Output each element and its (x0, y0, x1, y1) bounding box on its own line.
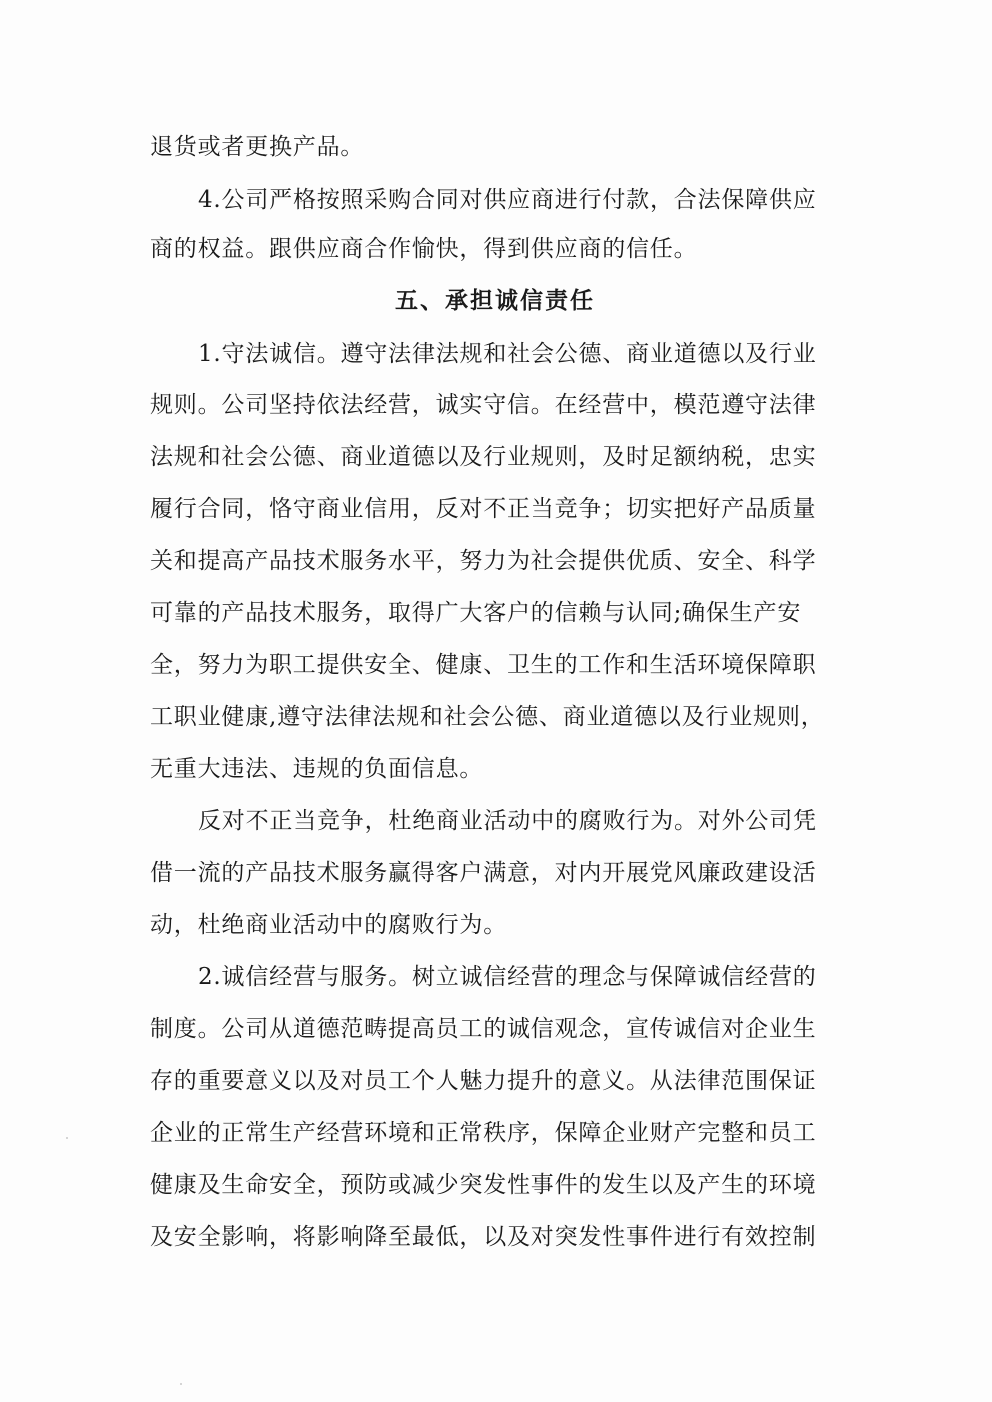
body-text-line: 可靠的产品技术服务，取得广大客户的信赖与认同;确保生产安 (150, 600, 802, 626)
body-text-line: 动，杜绝商业活动中的腐败行为。 (150, 912, 507, 938)
body-text-line: 健康及生命安全，预防或减少突发性事件的发生以及产生的环境 (150, 1172, 817, 1198)
body-text-line: 无重大违法、违规的负面信息。 (150, 756, 484, 782)
body-text-line: 制度。公司从道德范畴提高员工的诚信观念，宣传诚信对企业生 (150, 1016, 817, 1042)
body-text-line: 工职业健康,遵守法律法规和社会公德、商业道德以及行业规则， (150, 704, 825, 730)
body-text-line: 法规和社会公德、商业道德以及行业规则，及时足额纳税，忠实 (150, 444, 817, 470)
scan-speck (180, 1383, 182, 1385)
body-text-line: 企业的正常生产经营环境和正常秩序，保障企业财产完整和员工 (150, 1120, 817, 1146)
body-text-line: 存的重要意义以及对员工个人魅力提升的意义。从法律范围保证 (150, 1068, 817, 1094)
body-text-line: 2.诚信经营与服务。树立诚信经营的理念与保障诚信经营的 (198, 964, 817, 990)
body-text-line: 1.守法诚信。遵守法律法规和社会公德、商业道德以及行业 (198, 341, 817, 367)
body-text-line: 退货或者更换产品。 (150, 134, 365, 160)
body-text-line: 借一流的产品技术服务赢得客户满意，对内开展党风廉政建设活 (150, 860, 817, 886)
body-text-line: 履行合同，恪守商业信用，反对不正当竞争；切实把好产品质量 (150, 496, 817, 522)
section-heading: 五、承担诚信责任 (395, 287, 595, 314)
body-text-line: 商的权益。跟供应商合作愉快，得到供应商的信任。 (150, 236, 698, 262)
body-text-line: 及安全影响，将影响降至最低，以及对突发性事件进行有效控制 (150, 1224, 817, 1250)
body-text-line: 4.公司严格按照采购合同对供应商进行付款，合法保障供应 (198, 187, 817, 213)
body-text-line: 反对不正当竞争，杜绝商业活动中的腐败行为。对外公司凭 (198, 808, 817, 834)
body-text-line: 规则。公司坚持依法经营，诚实守信。在经营中，模范遵守法律 (150, 392, 817, 418)
body-text-line: 关和提高产品技术服务水平，努力为社会提供优质、安全、科学 (150, 548, 817, 574)
body-text-line: 全，努力为职工提供安全、健康、卫生的工作和生活环境保障职 (150, 652, 817, 678)
scan-speck (66, 1137, 68, 1139)
